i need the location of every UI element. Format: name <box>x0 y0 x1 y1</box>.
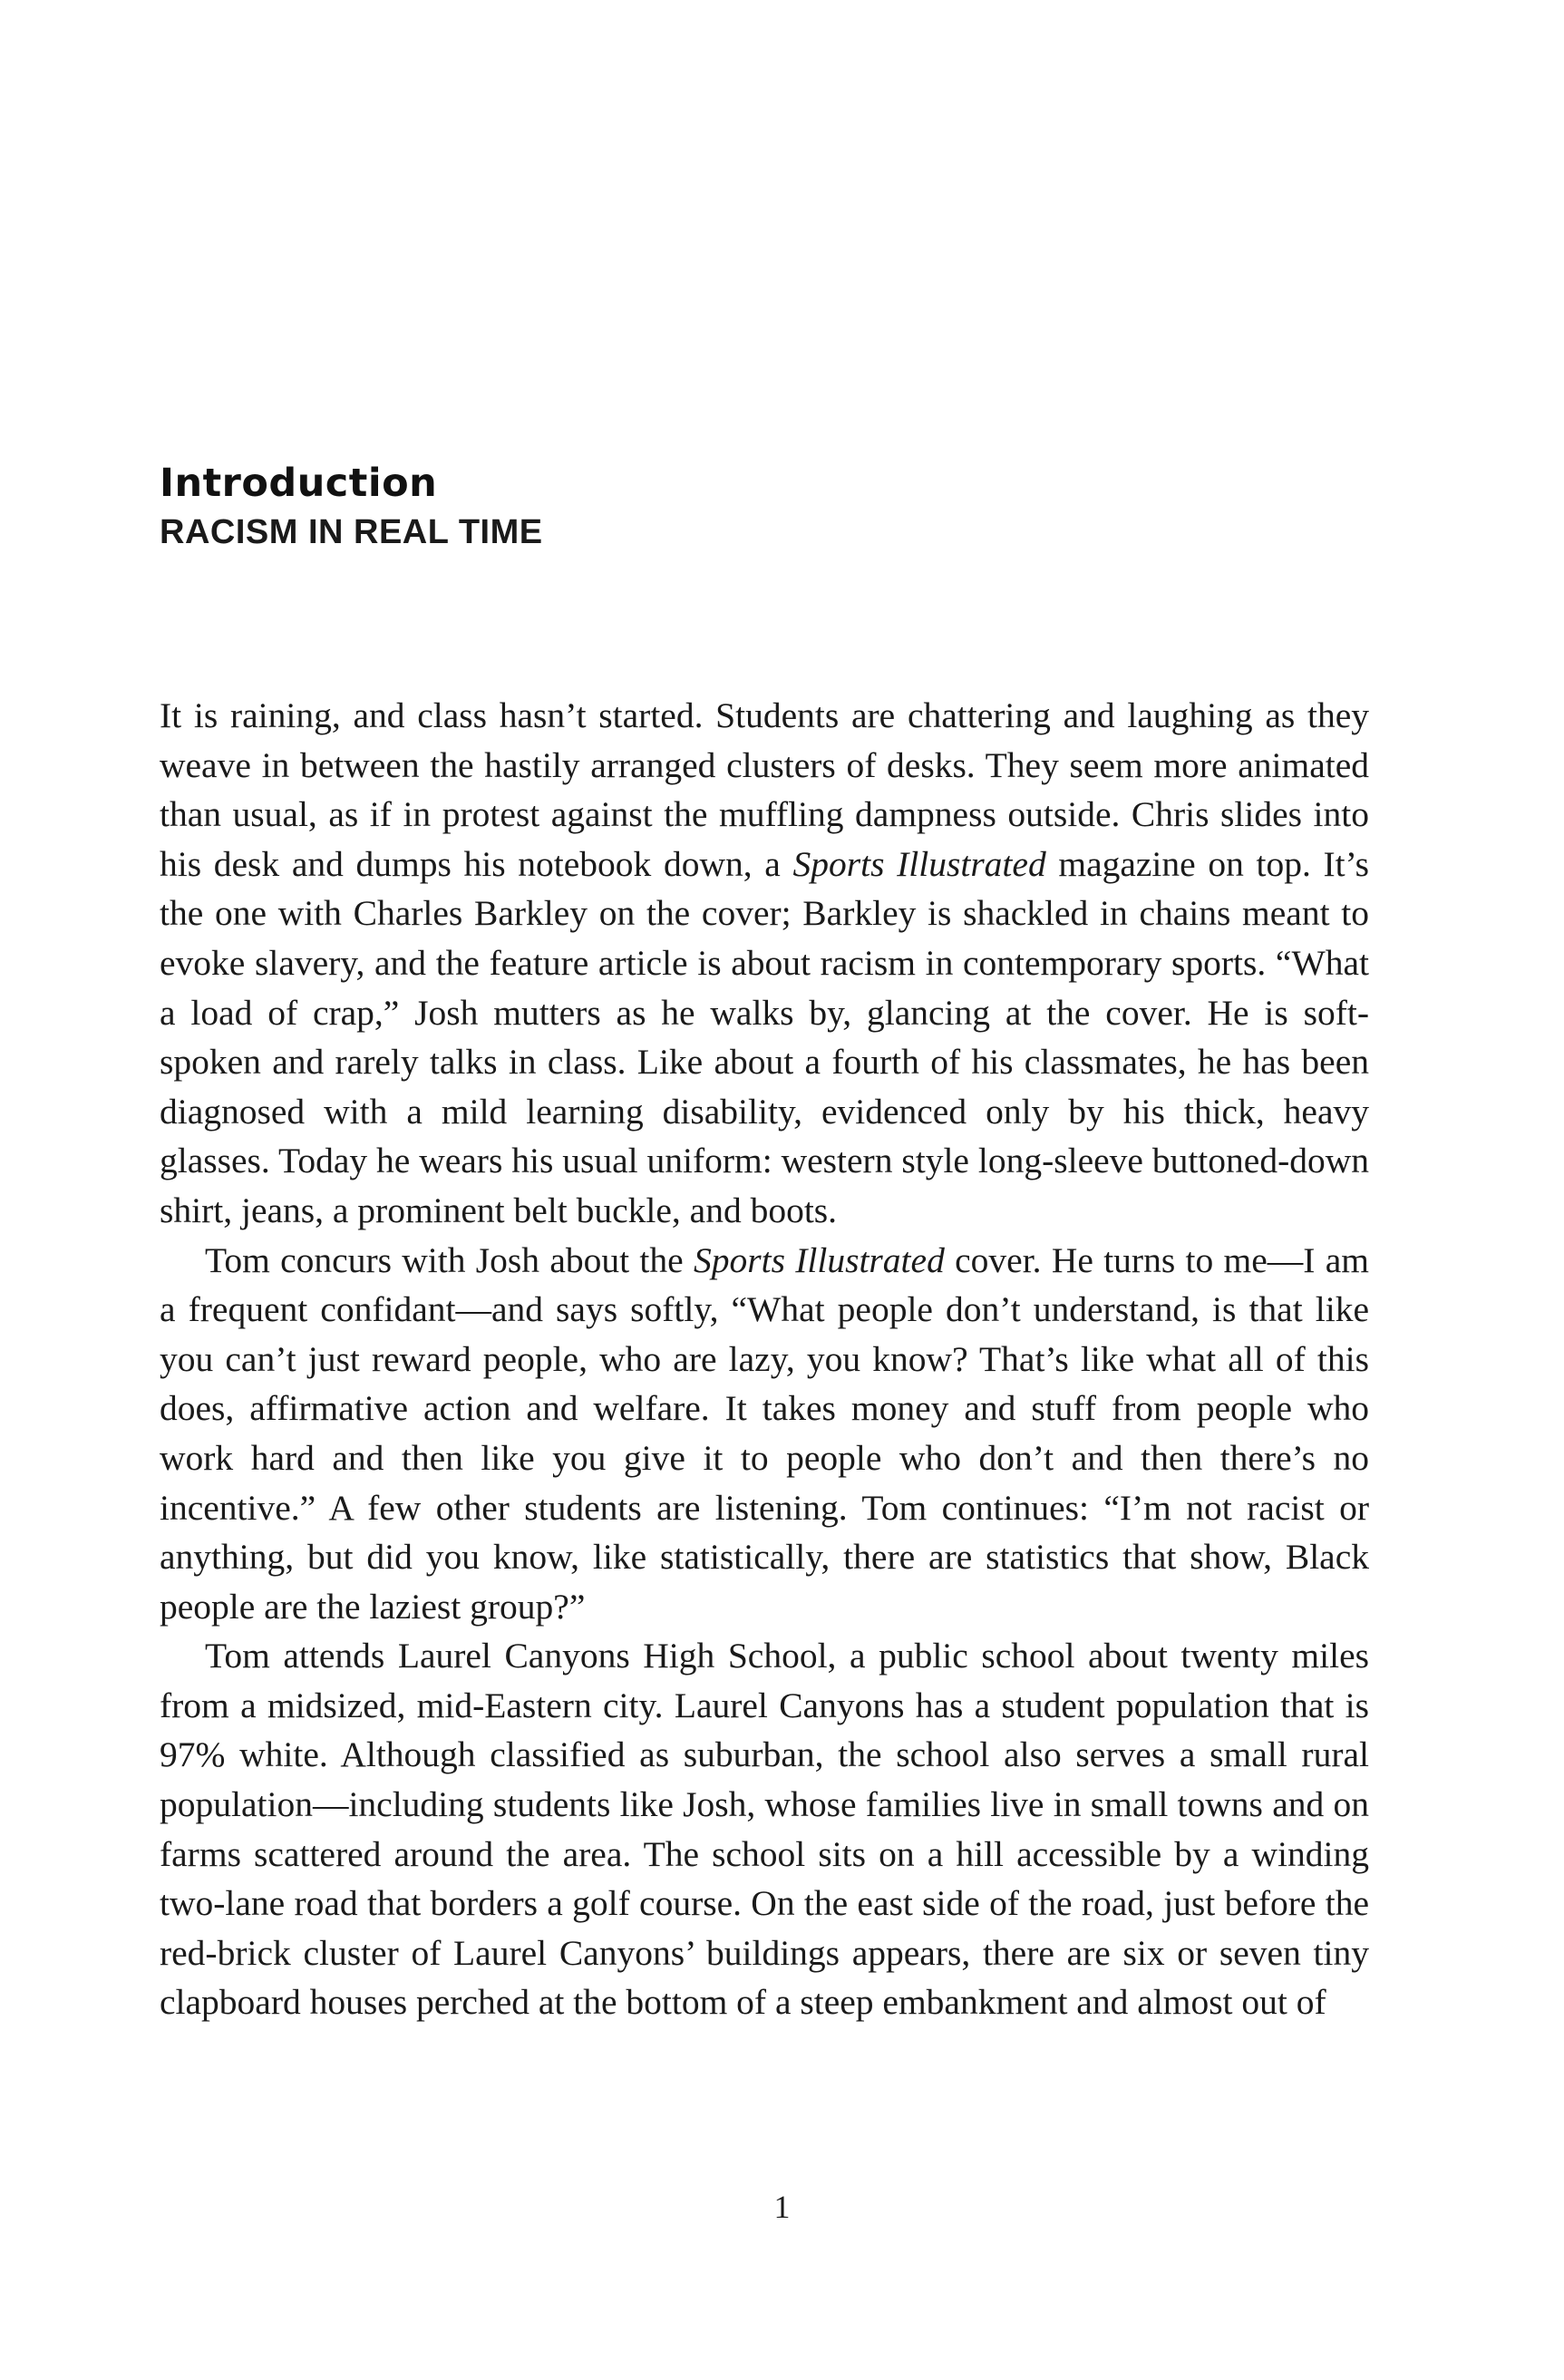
paragraph <box>160 691 1369 1236</box>
text-segment: Tom concurs with Josh about the <box>205 1239 694 1280</box>
text-segment: cover. He turns to me—I am a frequent confidant—and says softly, “What people don’t understand, is that like you can’t just reward people, who are lazy, you know? That’s like what all of this does, affirmative action and welfare. It takes money and stuff from people who work hard and then like you give it to people who don’t and then there’s no incentive.” A few other students are listening. Tom continues: “I’m not racist or anything, but did you know, like statistically, there are statistics that show, Black people are the laziest group?” <box>160 1239 1369 1627</box>
paragraph <box>160 1236 1369 1632</box>
text-segment: magazine on top. It’s the one with Charles Barkley on the cover; Barkley is shackled in chains meant to evoke slavery, and the feature article is about racism in contemporary sports. “What a load of crap,” Josh mutters as he walks by, glancing at the cover. He is soft-spoken and rarely talks in class. Like about a fourth of his classmates, he has been diagnosed with a mild learning disability, evidenced only by his thick, heavy glasses. Today he wears his usual uniform: western style long-sleeve buttoned-down shirt, jeans, a prominent belt buckle, and boots. <box>160 843 1370 1230</box>
magazine-title: Sports Illustrated <box>693 1239 945 1280</box>
page-number: 1 <box>773 2189 791 2225</box>
magazine-title: Sports Illustrated <box>792 843 1046 884</box>
body-text <box>160 691 1369 2027</box>
chapter-heading <box>160 459 1405 555</box>
text-segment: It is raining, and class hasn’t started. Students are chattering and laughing as they weave in between the hastily arranged clusters of desks. They seem more animated than usual, as if in protest against the muffling dampness outside. Chris slides into his desk and dumps his notebook down, a <box>160 695 1369 884</box>
chapter-label: Introduction <box>160 461 438 506</box>
text-segment: Tom attends Laurel Canyons High School, a public school about twenty miles from a midsized, mid-Eastern city. Laurel Canyons has a student population that is 97% white. Although classified as suburban, the school also serves a small rural population—including students like Josh, whose families live in small towns and on farms scattered around the area. The school sits on a hill accessible by a winding two-lane road that borders a golf course. On the east side of the road, just before the red-brick cluster of Laurel Canyons’ buildings appears, there are six or seven tiny clapboard houses perched at the bottom of a steep embankment and almost out of <box>160 1636 1369 2023</box>
paragraph <box>160 1631 1369 2027</box>
chapter-title: RACISM IN REAL TIME <box>160 513 543 551</box>
